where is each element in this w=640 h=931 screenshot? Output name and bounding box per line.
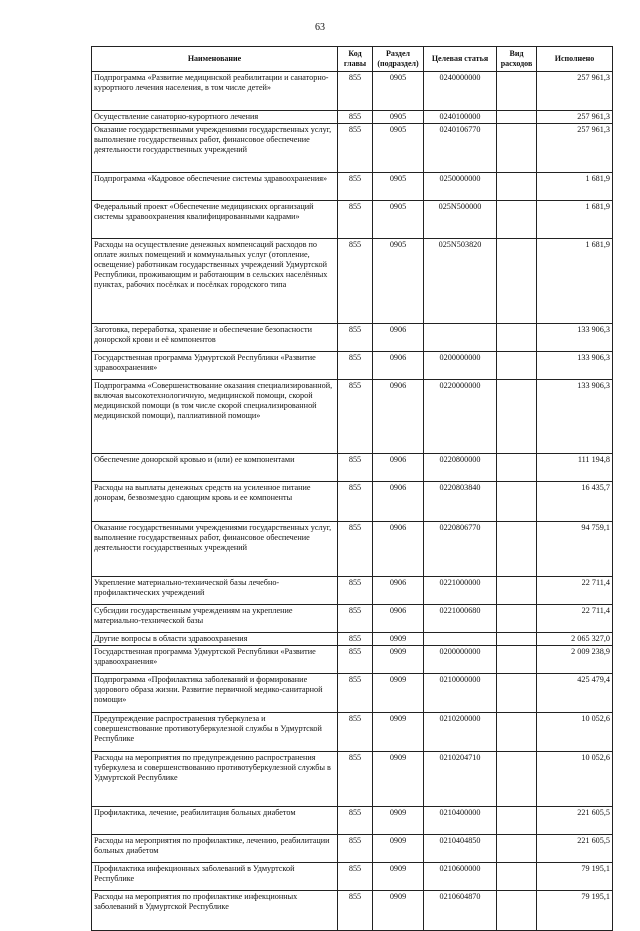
row-amount: 133 906,3 (537, 352, 613, 380)
row-code: 855 (338, 674, 373, 713)
header-code: Код главы (338, 47, 373, 72)
row-amount: 221 605,5 (537, 835, 613, 863)
table-header-row (92, 47, 613, 72)
row-amount: 257 961,3 (537, 124, 613, 173)
row-section: 0909 (373, 713, 424, 752)
row-target: 0210204710 (424, 752, 497, 807)
table-row (92, 111, 613, 124)
row-name: Расходы на осуществление денежных компенсаций расходов по оплате жилых помещений и коммунальных услуг (отопление, освещение) работникам государственных учреждений Удмуртской Республики, проживающим и работающим в сельских населённых пунктах, рабочих посёлках и посёлках городского типа (92, 239, 338, 324)
row-type (497, 891, 537, 931)
row-amount: 1 681,9 (537, 173, 613, 201)
row-section: 0906 (373, 454, 424, 482)
table-row (92, 807, 613, 835)
table-row (92, 835, 613, 863)
table-row (92, 380, 613, 454)
row-code: 855 (338, 380, 373, 454)
row-target: 0200000000 (424, 646, 497, 674)
row-code: 855 (338, 72, 373, 111)
row-type (497, 124, 537, 173)
row-name: Государственная программа Удмуртской Республики «Развитие здравоохранения» (92, 646, 338, 674)
row-type (497, 807, 537, 835)
row-name: Федеральный проект «Обеспечение медицинских организаций системы здравоохранения квалифицированными кадрами» (92, 201, 338, 239)
row-section: 0909 (373, 807, 424, 835)
row-amount: 22 711,4 (537, 577, 613, 605)
row-name: Заготовка, переработка, хранение и обеспечение безопасности донорской крови и её компонентов (92, 324, 338, 352)
table-row (92, 577, 613, 605)
row-code: 855 (338, 352, 373, 380)
row-type (497, 454, 537, 482)
row-amount: 1 681,9 (537, 201, 613, 239)
row-amount: 79 195,1 (537, 863, 613, 891)
row-target: 0220000000 (424, 380, 497, 454)
table-row (92, 454, 613, 482)
row-name: Оказание государственными учреждениями государственных услуг, выполнение государственных работ, финансовое обеспечение деятельности государственных учреждений (92, 124, 338, 173)
row-type (497, 674, 537, 713)
row-code: 855 (338, 111, 373, 124)
row-name: Подпрограмма «Кадровое обеспечение системы здравоохранения» (92, 173, 338, 201)
row-amount: 2 065 327,0 (537, 633, 613, 646)
row-code: 855 (338, 807, 373, 835)
row-section: 0905 (373, 72, 424, 111)
row-code: 855 (338, 633, 373, 646)
row-target: 025N503820 (424, 239, 497, 324)
table-row (92, 863, 613, 891)
row-type (497, 482, 537, 522)
row-section: 0909 (373, 674, 424, 713)
row-name: Подпрограмма «Развитие медицинской реабилитации и санаторно-курортного лечения населения, в том числе детей» (92, 72, 338, 111)
row-name: Расходы на мероприятия по профилактике, лечению, реабилитации больных диабетом (92, 835, 338, 863)
row-code: 855 (338, 324, 373, 352)
row-type (497, 713, 537, 752)
row-type (497, 577, 537, 605)
row-section: 0905 (373, 201, 424, 239)
table-row (92, 633, 613, 646)
row-target: 0210400000 (424, 807, 497, 835)
row-name: Профилактика инфекционных заболеваний в Удмуртской Республике (92, 863, 338, 891)
row-section: 0906 (373, 577, 424, 605)
row-section: 0909 (373, 633, 424, 646)
table-row (92, 605, 613, 633)
row-code: 855 (338, 522, 373, 577)
row-type (497, 522, 537, 577)
row-amount: 79 195,1 (537, 891, 613, 931)
row-amount: 425 479,4 (537, 674, 613, 713)
row-target: 0221000680 (424, 605, 497, 633)
table-row (92, 124, 613, 173)
row-type (497, 173, 537, 201)
row-type (497, 201, 537, 239)
row-amount: 1 681,9 (537, 239, 613, 324)
row-amount: 10 052,6 (537, 713, 613, 752)
row-target: 0240106770 (424, 124, 497, 173)
row-name: Обеспечение донорской кровью и (или) ее компонентами (92, 454, 338, 482)
row-name: Подпрограмма «Профилактика заболеваний и формирование здорового образа жизни. Развитие первичной медико-санитарной помощи» (92, 674, 338, 713)
row-amount: 16 435,7 (537, 482, 613, 522)
header-type: Вид расходов (497, 47, 537, 72)
row-target: 025N500000 (424, 201, 497, 239)
row-section: 0906 (373, 482, 424, 522)
row-section: 0906 (373, 324, 424, 352)
row-target: 0220803840 (424, 482, 497, 522)
table-row (92, 173, 613, 201)
row-code: 855 (338, 482, 373, 522)
row-amount: 22 711,4 (537, 605, 613, 633)
table-row (92, 752, 613, 807)
row-type (497, 352, 537, 380)
row-target: 0220806770 (424, 522, 497, 577)
table-row (92, 324, 613, 352)
row-name: Предупреждение распространения туберкулеза и совершенствование противотуберкулезной службы в Удмуртской Республике (92, 713, 338, 752)
row-type (497, 605, 537, 633)
page-number: 63 (315, 22, 325, 33)
row-target: 0220800000 (424, 454, 497, 482)
row-code: 855 (338, 752, 373, 807)
row-amount: 257 961,3 (537, 72, 613, 111)
table-row (92, 713, 613, 752)
row-name: Профилактика, лечение, реабилитация больных диабетом (92, 807, 338, 835)
row-name: Расходы на мероприятия по предупреждению распространения туберкулеза и совершенствованию противотуберкулезной службы в Удмуртской Республике (92, 752, 338, 807)
row-name: Осуществление санаторно-курортного лечения (92, 111, 338, 124)
row-type (497, 239, 537, 324)
row-section: 0909 (373, 752, 424, 807)
row-type (497, 380, 537, 454)
table-row (92, 239, 613, 324)
row-target (424, 633, 497, 646)
row-target: 0210600000 (424, 863, 497, 891)
row-name: Укрепление материально-технической базы лечебно-профилактических учреждений (92, 577, 338, 605)
row-amount: 10 052,6 (537, 752, 613, 807)
row-name: Оказание государственными учреждениями государственных услуг, выполнение государственных работ, финансовое обеспечение деятельности государственных учреждений (92, 522, 338, 577)
row-name: Другие вопросы в области здравоохранения (92, 633, 338, 646)
row-section: 0905 (373, 111, 424, 124)
row-target: 0200000000 (424, 352, 497, 380)
table-row (92, 646, 613, 674)
row-code: 855 (338, 577, 373, 605)
row-amount: 133 906,3 (537, 324, 613, 352)
row-section: 0909 (373, 646, 424, 674)
row-section: 0906 (373, 380, 424, 454)
row-type (497, 863, 537, 891)
row-target: 0210000000 (424, 674, 497, 713)
table-row (92, 201, 613, 239)
table-row (92, 891, 613, 931)
table-row (92, 674, 613, 713)
row-amount: 94 759,1 (537, 522, 613, 577)
row-type (497, 835, 537, 863)
row-section: 0905 (373, 239, 424, 324)
row-name: Подпрограмма «Совершенствование оказания специализированной, включая высокотехнологичную, медицинской помощи, скорой медицинской помощи (в том числе скорой специализированной медицинской помощи), паллиативной помощи» (92, 380, 338, 454)
header-target: Целевая статья (424, 47, 497, 72)
row-amount: 257 961,3 (537, 111, 613, 124)
row-type (497, 752, 537, 807)
row-target: 0240100000 (424, 111, 497, 124)
row-type (497, 72, 537, 111)
budget-table (91, 46, 613, 931)
row-code: 855 (338, 605, 373, 633)
table-row (92, 522, 613, 577)
row-section: 0905 (373, 124, 424, 173)
row-code: 855 (338, 863, 373, 891)
row-section: 0905 (373, 173, 424, 201)
row-code: 855 (338, 239, 373, 324)
row-code: 855 (338, 124, 373, 173)
row-code: 855 (338, 201, 373, 239)
row-code: 855 (338, 173, 373, 201)
row-target: 0221000000 (424, 577, 497, 605)
table-row (92, 352, 613, 380)
row-section: 0909 (373, 863, 424, 891)
row-section: 0909 (373, 891, 424, 931)
row-code: 855 (338, 454, 373, 482)
table-row (92, 72, 613, 111)
row-target: 0210200000 (424, 713, 497, 752)
row-name: Субсидии государственным учреждениям на укрепление материально-технической базы (92, 605, 338, 633)
row-amount: 221 605,5 (537, 807, 613, 835)
row-type (497, 646, 537, 674)
row-section: 0906 (373, 605, 424, 633)
header-amount: Исполнено (537, 47, 613, 72)
row-section: 0906 (373, 352, 424, 380)
row-amount: 111 194,8 (537, 454, 613, 482)
row-code: 855 (338, 646, 373, 674)
header-name: Наименование (92, 47, 338, 72)
table-row (92, 482, 613, 522)
row-type (497, 111, 537, 124)
row-target: 0250000000 (424, 173, 497, 201)
row-name: Государственная программа Удмуртской Республики «Развитие здравоохранения» (92, 352, 338, 380)
row-name: Расходы на мероприятия по профилактике инфекционных заболеваний в Удмуртской Республике (92, 891, 338, 931)
row-target: 0240000000 (424, 72, 497, 111)
row-target (424, 324, 497, 352)
row-target: 0210404850 (424, 835, 497, 863)
row-section: 0906 (373, 522, 424, 577)
row-name: Расходы на выплаты денежных средств на усиленное питание донорам, безвозмездно сдающим кровь и ее компоненты (92, 482, 338, 522)
row-amount: 2 009 238,9 (537, 646, 613, 674)
row-type (497, 324, 537, 352)
row-type (497, 633, 537, 646)
row-code: 855 (338, 835, 373, 863)
row-section: 0909 (373, 835, 424, 863)
row-code: 855 (338, 891, 373, 931)
row-code: 855 (338, 713, 373, 752)
row-amount: 133 906,3 (537, 380, 613, 454)
row-target: 0210604870 (424, 891, 497, 931)
header-section: Раздел (подраздел) (373, 47, 424, 72)
